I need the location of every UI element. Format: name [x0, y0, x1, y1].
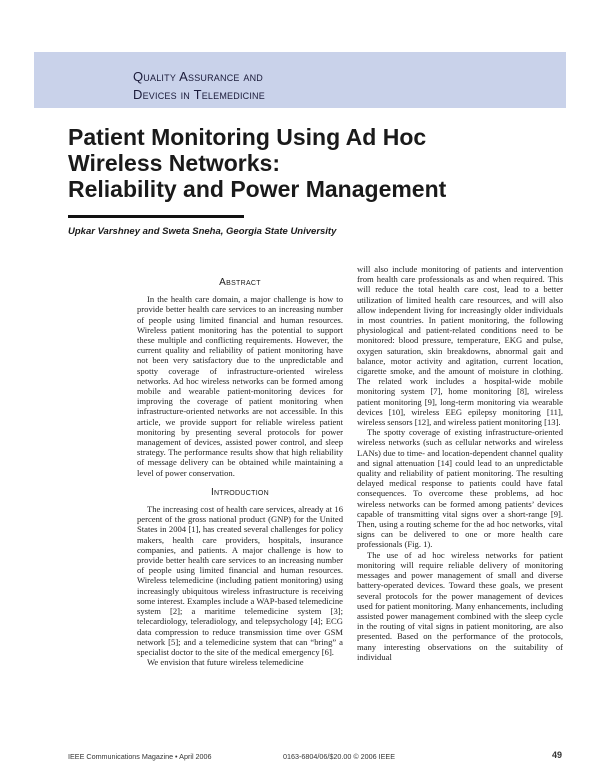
page-number: 49 [552, 750, 563, 760]
footer-issn: 0163-6804/06/$20.00 © 2006 IEEE [283, 752, 395, 761]
author-line: Upkar Varshney and Sweta Sneha, Georgia State University [68, 226, 337, 237]
article-title [68, 124, 548, 202]
right-paragraph-1: will also include monitoring of patients and intervention from health care professionals as and when required. This will reduce the total health care cost, lead to a better utilization of limited health care resources, and will also allow independent living for increasingly older individuals in most countries. In patient monitoring, the following physiological and patient-related conditions need to be monitored: blood pressure, temperature, EKG and pulse, oxygen saturation, skin breakdowns, abnormal gait and balance, motor activity and agitation, current location, cigarette smoke, and the amount of moisture in clothing. The related work includes a hospital-wide mobile monitoring system [7], home monitoring [8], wireless patient monitoring [9], long-term monitoring via wearable devices [10], wireless EEG epilepsy monitoring [11], wireless sensors [12], and wireless patient monitoring [13]. [357, 264, 563, 428]
section-label-line-1: Quality Assurance and [133, 69, 264, 84]
section-label-line-2: Devices in Telemedicine [133, 87, 265, 102]
right-paragraph-3: The use of ad hoc wireless networks for patient monitoring will require reliable delivery of monitoring messages and power management of small and diverse battery-operated devices. Toward these goals, we present several protocols for the power management of devices used for patient monitoring. Many enhancements, including assisted power management combined with the sleep cycle in the routing of vital signs in patient monitoring, are also presented. Based on the performance of the protocols, many interesting observations on the suitability of individual [357, 549, 563, 662]
intro-paragraph-2: We envision that future wireless telemedicine [147, 657, 304, 668]
title-line-3: Reliability and Power Management [68, 176, 447, 202]
right-column [357, 264, 563, 662]
footer-journal: IEEE Communications Magazine • April 2006 [68, 752, 212, 761]
title-line-2: Wireless Networks: [68, 150, 280, 176]
right-paragraph-2: The spotty coverage of existing infrastructure-oriented wireless networks (such as cellular networks and wireless LANs) due to time- and location-dependent channel quality and signal attenuation [14] could lead to an unpredictable quality and reliability of patient monitoring. The resulting delayed medical response to patients could have fatal consequences. To overcome these problems, ad hoc wireless networks can be formed among patients’ devices capable of transmitting vital signs over a short-range [9]. Then, using a routing scheme for the ad hoc networks, vital signs can be delivered to one or more health care professionals (Fig. 1). [357, 427, 563, 550]
section-label [133, 68, 265, 104]
introduction-heading: Introduction [210, 486, 270, 498]
intro-paragraph-1: The increasing cost of health care services, already at 16 percent of the gross national product (GNP) for the United States in 2004 [1], has created several challenges for policy makers, health care providers, hospitals, insurance companies, and patients. A major challenge is how to provide better health care services to an increasing number of people using limited financial and human resources. Wireless telemedicine (including patient monitoring) using increasingly ubiquitous wireless infrastructure is receiving some interest. Examples include a WAP-based telemedicine system [2]; a maritime telemedicine system [3]; telecardiology, teleradiology, and telepsychology [4]; ECG data compression to reduce transmission time over GSM network [5]; and a telemedicine system that can “bring” a specialist doctor to the site of the medical emergency [6]. [137, 504, 343, 657]
abstract-heading: Abstract [219, 277, 261, 288]
left-column [137, 264, 343, 667]
banner-white-strip [34, 34, 566, 52]
title-rule [68, 215, 244, 218]
abstract-text: In the health care domain, a major challenge is how to provide better health care services to an increasing number of people using limited financial and human resources. Wireless patient monitoring has the potential to support these multiple and conflicting requirements. However, the current quality and reliability of patient monitoring have not been very satisfactory due to the unpredictable and spotty coverage of infrastructure-oriented wireless networks. Ad hoc wireless networks can be formed among mobile and wearable patient-monitoring devices for improving the coverage of patient monitoring when infrastructure-oriented networks are not accessible. In this article, we provide support for reliable wireless patient monitoring by presenting several protocols for power management of devices, assisted power control, and sleep strategy. The performance results show that high reliability of message delivery can be obtained while maintaining a level of power conservation. [137, 294, 343, 478]
title-line-1: Patient Monitoring Using Ad Hoc [68, 124, 427, 150]
